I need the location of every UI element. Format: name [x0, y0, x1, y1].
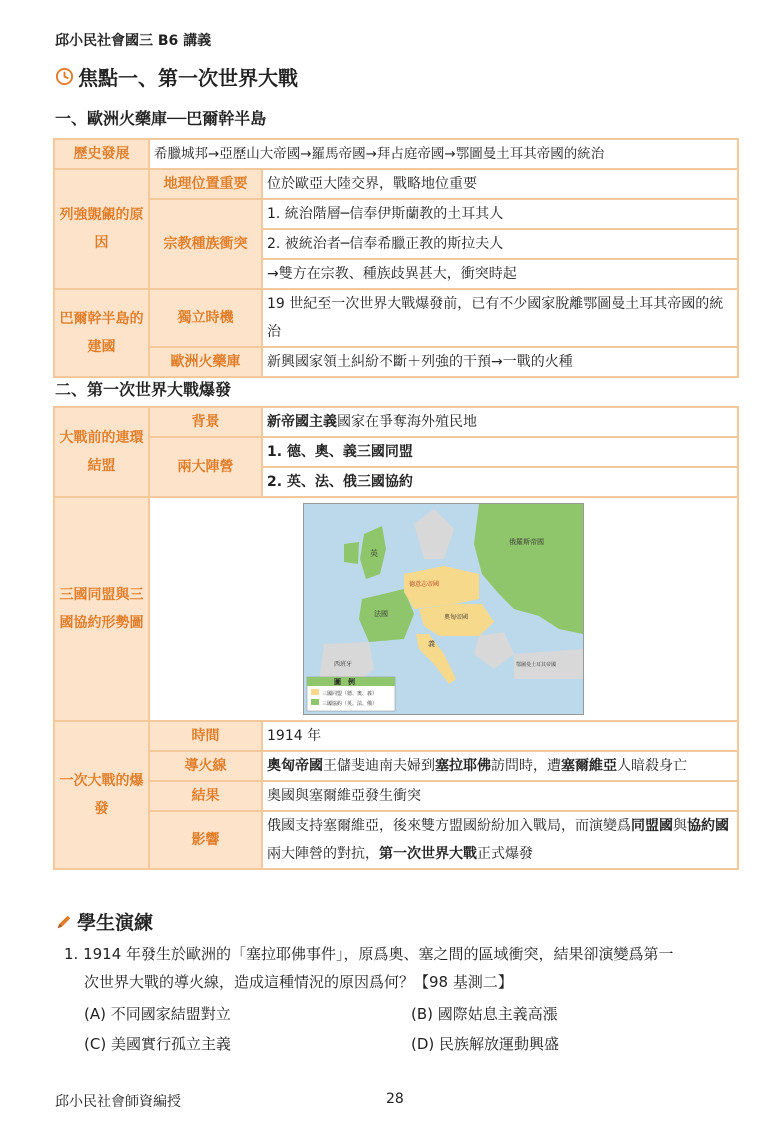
religion-line-3: →雙方在宗教、種族歧異甚大，衝突時起: [262, 259, 738, 289]
option-a[interactable]: (A) 不同國家結盟對立: [84, 1005, 231, 1023]
map-label-britain: 英: [370, 549, 378, 558]
clock-icon: [55, 67, 74, 86]
section1-title: 一、歐洲火藥庫──巴爾幹半島: [55, 109, 267, 128]
independence-value: 19 世紀至一次世界大戰爆發前，已有不少國家脫離鄂圖曼土耳其帝國的統治: [262, 289, 738, 347]
impact-part-7: 正式爆發: [477, 846, 533, 862]
question-1-line-1: 1. 1914 年發生於歐洲的「塞拉耶佛事件」，原爲奧、塞之間的區域衝突，結果卻演變爲第一: [64, 945, 674, 963]
europe-map: [303, 503, 584, 715]
map-label-france: 法國: [374, 610, 388, 618]
impact-value: [262, 811, 738, 869]
outbreak-label: 一次大戰的爆發: [54, 721, 149, 869]
impact-part-2: 同盟國: [631, 818, 673, 834]
impact-part-5: 兩大陣營的對抗，: [267, 846, 379, 862]
fuse-value: [262, 751, 738, 781]
map-label-italy: 義: [428, 640, 435, 648]
geo-label: 地理位置重要: [149, 169, 262, 199]
result-label: 結果: [149, 781, 262, 811]
impact-part-1: 俄國支持塞爾維亞，後來雙方盟國紛紛加入戰局，而演變爲: [267, 818, 631, 834]
camp-1: 1. 德、奧、義三國同盟: [262, 437, 738, 467]
map-label-ottoman: 鄂圖曼土耳其帝國: [516, 662, 557, 668]
pencil-icon: [55, 913, 73, 931]
bg-label: 背景: [149, 407, 262, 437]
page-number: 28: [386, 1091, 404, 1107]
bg-value: [262, 407, 738, 437]
option-b[interactable]: (B) 國際姑息主義高漲: [411, 1005, 558, 1023]
religion-label: 宗教種族衝突: [149, 199, 262, 289]
fuse-part-6: 人暗殺身亡: [617, 758, 687, 774]
legend-entente-swatch: [311, 699, 319, 705]
map-label-spain: 西班牙: [334, 661, 353, 668]
camp-2: 2. 英、法、俄三國協約: [262, 467, 738, 497]
legend-alliance-text: 三國同盟（德、奧、義）: [322, 691, 378, 697]
powder-value: 新興國家領土糾紛不斷＋列強的干預→一戰的火種: [262, 347, 738, 377]
fuse-part-2: 王儲斐迪南夫婦到: [323, 758, 435, 774]
page-header: 邱小民社會國三 B6 講義: [55, 33, 212, 49]
map-label-germany: 德意志帝國: [409, 581, 440, 588]
powers-label: 列強覬覦的原因: [54, 169, 149, 289]
history-value: 希臘城邦→亞歷山大帝國→羅馬帝國→拜占庭帝國→鄂圖曼土耳其帝國的統治: [149, 139, 738, 169]
focus-title-text: 焦點一、第一次世界大戰: [78, 66, 298, 90]
map-label-russia: 俄羅斯帝國: [509, 538, 544, 546]
religion-line-1: 1. 統治階層─信奉伊斯蘭教的土耳其人: [262, 199, 738, 229]
impact-part-3: 與: [673, 818, 687, 834]
history-label: 歷史發展: [54, 139, 149, 169]
question-1-line-2: 次世界大戰的導火線，造成這種情況的原因爲何？【98 基測二】: [84, 973, 513, 991]
religion-line-2: 2. 被統治者─信奉希臘正教的斯拉夫人: [262, 229, 738, 259]
section2-title: 二、第一次世界大戰爆發: [55, 380, 232, 399]
impact-part-4: 協約國: [687, 818, 729, 834]
independence-label: 獨立時機: [149, 289, 262, 347]
legend-alliance-swatch: [311, 689, 319, 695]
footer-author: 邱小民社會師資編授: [55, 1094, 181, 1110]
nation-label: 巴爾幹半島的建國: [54, 289, 149, 377]
fuse-part-5: 塞爾維亞: [561, 758, 617, 774]
bg-bold: 新帝國主義: [267, 414, 337, 430]
fuse-part-1: 奧匈帝國: [267, 758, 323, 774]
practice-title-text: 學生演練: [77, 912, 154, 934]
map-legend-title: 圖 例: [334, 678, 355, 686]
option-c[interactable]: (C) 美國實行孤立主義: [84, 1035, 231, 1053]
map-label: 三國同盟與三國協約形勢圖: [54, 497, 149, 721]
fuse-part-3: 塞拉耶佛: [435, 758, 491, 774]
time-label: 時間: [149, 721, 262, 751]
ww1-table: [53, 406, 739, 870]
bg-rest: 國家在爭奪海外殖民地: [337, 414, 477, 430]
camps-label: 兩大陣營: [149, 437, 262, 497]
fuse-part-4: 訪問時，遭: [491, 758, 561, 774]
result-value: 奧國與塞爾維亞發生衝突: [262, 781, 738, 811]
geo-value: 位於歐亞大陸交界，戰略地位重要: [262, 169, 738, 199]
powder-label: 歐洲火藥庫: [149, 347, 262, 377]
option-d[interactable]: (D) 民族解放運動興盛: [411, 1035, 560, 1053]
map-label-austria: 奧匈帝國: [444, 614, 469, 621]
balkan-table: [53, 138, 739, 378]
europe-map-svg: [304, 504, 583, 714]
map-cell: [149, 497, 738, 721]
legend-entente-text: 三國協約（英、法、俄）: [322, 701, 378, 707]
impact-part-6: 第一次世界大戰: [379, 846, 477, 862]
chain-label: 大戰前的連環結盟: [54, 407, 149, 497]
impact-label: 影響: [149, 811, 262, 869]
practice-title: [55, 908, 153, 935]
fuse-label: 導火線: [149, 751, 262, 781]
time-value: 1914 年: [262, 721, 738, 751]
ireland-region: [344, 542, 359, 564]
focus-title: [55, 62, 298, 91]
